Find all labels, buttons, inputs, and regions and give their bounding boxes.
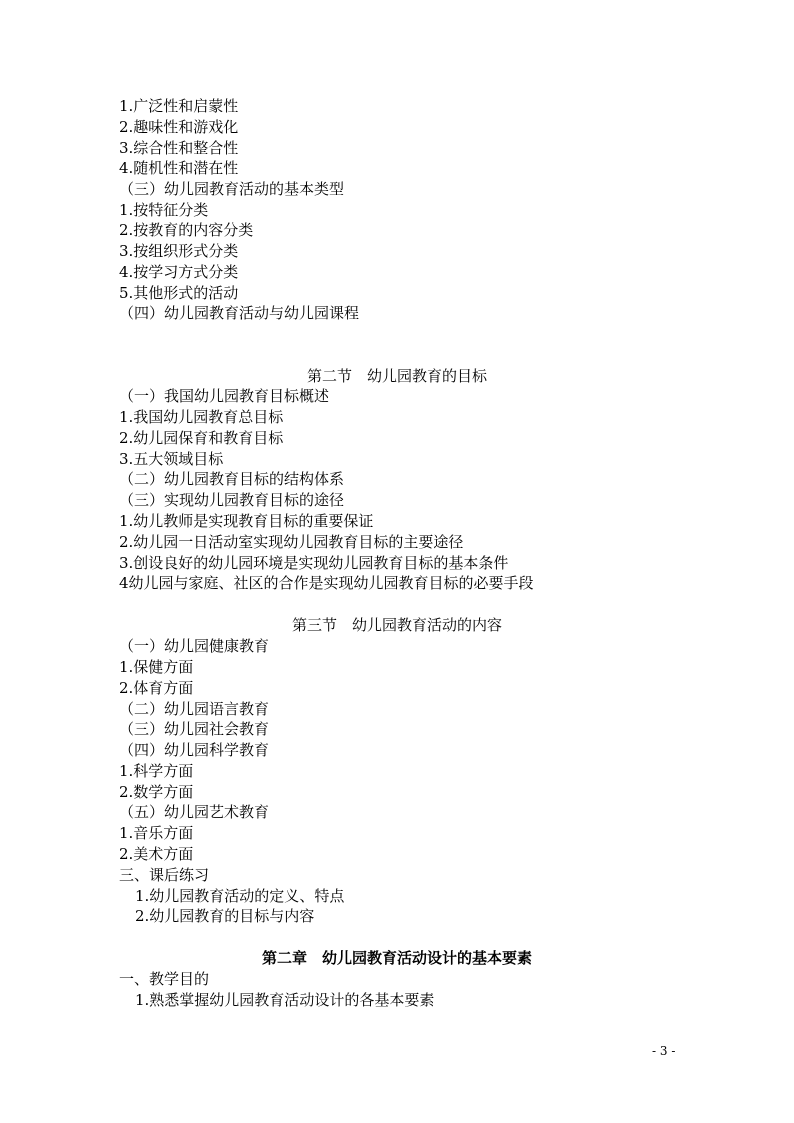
subsection-heading: （三）实现幼儿园教育目标的途径 [119, 491, 345, 509]
list-item: 1.保健方面 [119, 658, 194, 676]
list-item: 4.随机性和潜在性 [119, 159, 239, 177]
list-item: 3.综合性和整合性 [119, 139, 239, 157]
list-item: 4.按学习方式分类 [119, 263, 239, 281]
subsection-heading: （二）幼儿园语言教育 [119, 700, 270, 718]
list-item: 1.按特征分类 [119, 201, 209, 219]
list-item: 1.科学方面 [119, 762, 194, 780]
subsection-heading: （一）我国幼儿园教育目标概述 [119, 387, 330, 405]
list-item: 1.幼儿园教育活动的定义、特点 [135, 887, 345, 905]
subsection-heading: （二）幼儿园教育目标的结构体系 [119, 470, 345, 488]
list-item: 2.趣味性和游戏化 [119, 118, 239, 136]
list-item: 2.美术方面 [119, 845, 194, 863]
list-item: 3.按组织形式分类 [119, 242, 239, 260]
section-heading: 第二节 幼儿园教育的目标 [306, 367, 487, 385]
list-item: 2.按教育的内容分类 [119, 221, 254, 239]
subsection-heading: 一、教学目的 [119, 970, 210, 988]
list-item: 1.我国幼儿园教育总目标 [119, 408, 284, 426]
list-item: 2.体育方面 [119, 679, 194, 697]
page-number: - 3 - [652, 1044, 676, 1058]
subsection-heading: （四）幼儿园科学教育 [119, 741, 270, 759]
list-item: 2.幼儿园一日活动室实现幼儿园教育目标的主要途径 [119, 533, 464, 551]
list-item: 3.五大领域目标 [119, 450, 224, 468]
subsection-heading: 三、课后练习 [119, 866, 210, 884]
list-item: 2.幼儿园保育和教育目标 [119, 429, 284, 447]
subsection-heading: （五）幼儿园艺术教育 [119, 803, 270, 821]
list-item: 2.数学方面 [119, 783, 194, 801]
list-item: 4幼儿园与家庭、社区的合作是实现幼儿园教育目标的必要手段 [119, 574, 534, 592]
list-item: 3.创设良好的幼儿园环境是实现幼儿园教育目标的基本条件 [119, 554, 509, 572]
list-item: 1.幼儿教师是实现教育目标的重要保证 [119, 512, 374, 530]
subsection-heading: （四）幼儿园教育活动与幼儿园课程 [119, 304, 360, 322]
chapter-heading: 第二章 幼儿园教育活动设计的基本要素 [261, 949, 532, 967]
section-heading: 第三节 幼儿园教育活动的内容 [291, 616, 502, 634]
list-item: 1.广泛性和启蒙性 [119, 97, 239, 115]
list-item: 1.熟悉掌握幼儿园教育活动设计的各基本要素 [135, 991, 435, 1009]
subsection-heading: （一）幼儿园健康教育 [119, 637, 270, 655]
list-item: 1.音乐方面 [119, 824, 194, 842]
subsection-heading: （三）幼儿园教育活动的基本类型 [119, 180, 345, 198]
list-item: 2.幼儿园教育的目标与内容 [135, 907, 315, 925]
subsection-heading: （三）幼儿园社会教育 [119, 720, 270, 738]
list-item: 5.其他形式的活动 [119, 284, 239, 302]
